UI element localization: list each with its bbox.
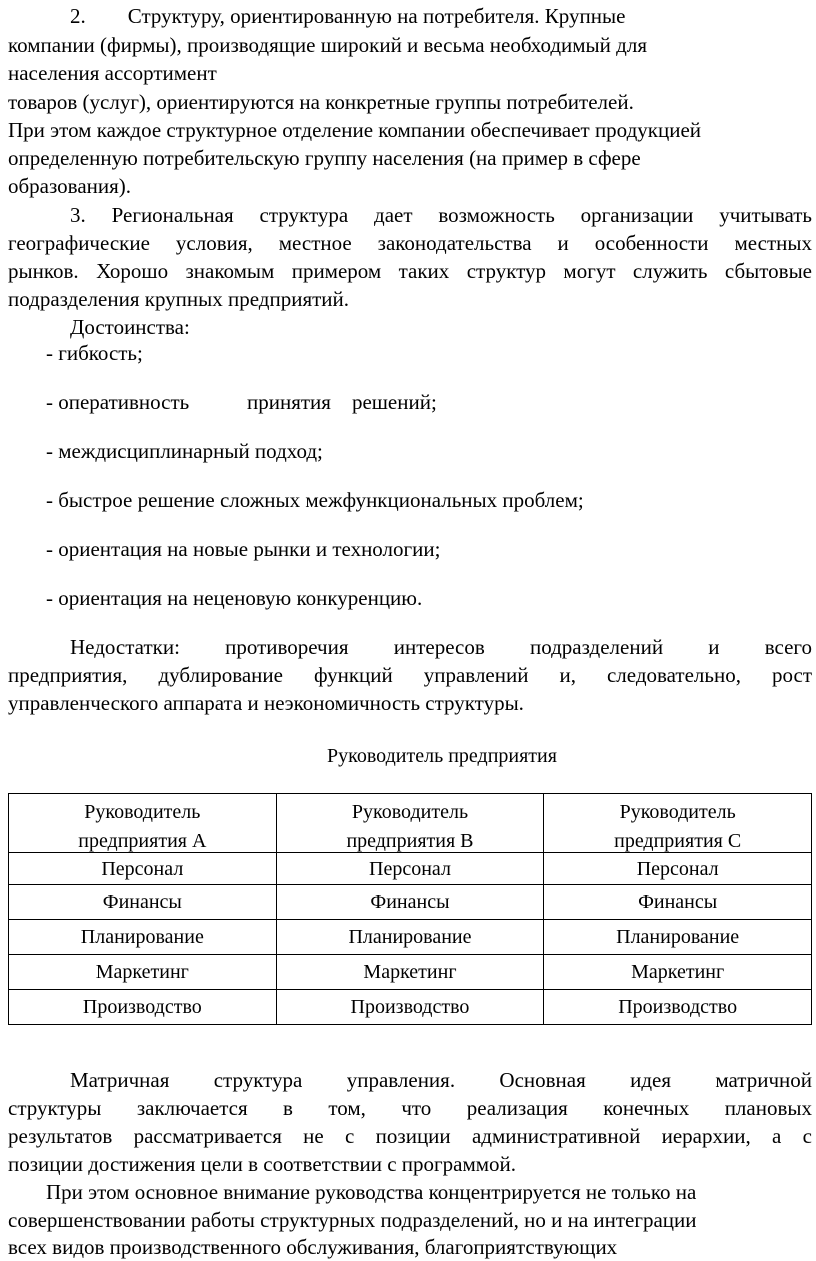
section2-line6: определенную потребительскую группу населения (на пример в сфере xyxy=(8,146,641,170)
table-cell: Маркетинг xyxy=(9,955,277,990)
final-line3: всех видов производственного обслуживания, благоприятствующих xyxy=(8,1235,618,1259)
table-cell: Персонал xyxy=(544,853,812,885)
column-head: Руководитель xyxy=(9,794,277,831)
table-cell: Персонал xyxy=(276,853,544,885)
column-subhead: предприятия А xyxy=(9,830,277,853)
final-line2: совершенствовании работы структурных подразделений, но и на интеграции xyxy=(8,1208,697,1232)
section3-line4: подразделения крупных предприятий. xyxy=(8,287,350,311)
column-subhead: предприятия В xyxy=(276,830,544,853)
advantage-item: - ориентация на новые рынки и технологии; xyxy=(46,537,441,561)
table-cell: Маркетинг xyxy=(544,955,812,990)
table-cell: Производство xyxy=(544,990,812,1025)
advantage-item: - оперативность принятия решений; xyxy=(46,390,437,414)
section2-line7: образования). xyxy=(8,174,132,198)
advantages-heading: Достоинства: xyxy=(70,315,190,339)
section3-line2: географические условия, местное законодательства и особенности местных xyxy=(8,231,812,255)
table-cell: Маркетинг xyxy=(276,955,544,990)
matrix-line1: Матричная структура управления. Основная идея матричной xyxy=(70,1068,812,1092)
disadvantages-line1: Недостатки: противоречия интересов подразделений и всего xyxy=(70,635,812,659)
advantage-item: - ориентация на неценовую конкуренцию. xyxy=(46,586,423,610)
table-cell: Планирование xyxy=(544,920,812,955)
table-cell: Персонал xyxy=(9,853,277,885)
matrix-line3: результатов рассматривается не с позиции административной иерархии, а с xyxy=(8,1124,812,1148)
advantage-item: - быстрое решение сложных межфункциональных проблем; xyxy=(46,488,584,512)
matrix-line2: структуры заключается в том, что реализация конечных плановых xyxy=(8,1096,812,1120)
section2-line4: товаров (услуг), ориентируются на конкретные группы потребителей. xyxy=(8,90,634,114)
column-head: Руководитель xyxy=(544,794,812,831)
section2-line3: населения ассортимент xyxy=(8,61,217,85)
structure-table xyxy=(8,793,812,1025)
table-cell: Финансы xyxy=(9,885,277,920)
table-cell: Финансы xyxy=(276,885,544,920)
advantage-item: - гибкость; xyxy=(46,341,143,365)
disadvantages-line2: предприятия, дублирование функций управлений и, следовательно, рост xyxy=(8,663,812,687)
final-line1: При этом основное внимание руководства концентрируется не только на xyxy=(46,1180,697,1204)
section2-line2: компании (фирмы), производящие широкий и весьма необходимый для xyxy=(8,33,647,57)
section2-line1: 2. Структуру, ориентированную на потребителя. Крупные xyxy=(70,4,626,28)
section3-line3: рынков. Хорошо знакомым примером таких структур могут служить сбытовые xyxy=(8,259,812,283)
diagram-top-label: Руководитель предприятия xyxy=(327,745,557,767)
table-cell: Планирование xyxy=(9,920,277,955)
table-cell: Планирование xyxy=(276,920,544,955)
section3-line1: 3. Региональная структура дает возможность организации учитывать xyxy=(70,203,812,227)
table-cell: Производство xyxy=(9,990,277,1025)
column-head: Руководитель xyxy=(276,794,544,831)
table-cell: Финансы xyxy=(544,885,812,920)
table-cell: Производство xyxy=(276,990,544,1025)
section2-line5: При этом каждое структурное отделение компании обеспечивает продукцией xyxy=(8,118,701,142)
column-subhead: предприятия С xyxy=(544,830,812,853)
advantage-item: - междисциплинарный подход; xyxy=(46,439,323,463)
matrix-line4: позиции достижения цели в соответствии с программой. xyxy=(8,1152,517,1176)
disadvantages-line3: управленческого аппарата и неэкономичность структуры. xyxy=(8,691,524,715)
